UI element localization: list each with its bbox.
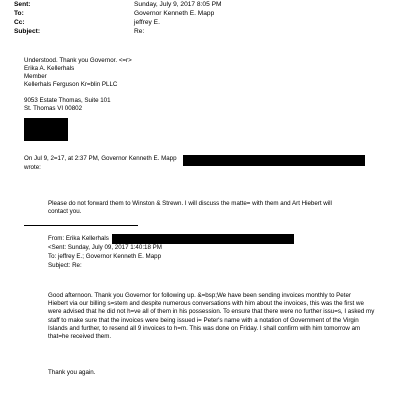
signature-address-2: St. Thomas VI 00802: [24, 105, 83, 112]
redaction-block: [24, 118, 68, 141]
header-to-label: To:: [14, 10, 24, 17]
body-line: Hiebert via our billing s=stem and despite numerous conversations with him about the invoices, this was the first we: [48, 300, 364, 308]
reply-line: Understood. Thank you Governor. <=r>: [24, 57, 132, 64]
header-cc-value: jeffrey E.: [134, 19, 160, 26]
header-subject-value: Re:: [134, 28, 145, 35]
signature-address-1: 9053 Estate Thomas, Suite 101: [24, 97, 111, 104]
closing-line: Thank you again.: [48, 369, 96, 376]
header-subject-row: [14, 28, 394, 37]
header-cc-row: [14, 19, 394, 28]
forwarded-sent: <Sent: Sunday, July 09, 2017 1:40:18 PM: [48, 244, 162, 251]
forwarded-subject: Subject: Re:: [48, 262, 82, 269]
redaction-bar: [183, 155, 365, 166]
quote-intro: On Jul 9, 2=17, at 2:37 PM, Governor Kenneth E. Mapp: [24, 155, 177, 162]
body-line: staff to make sure that the invoices were being issued i= Peter's name with a notation of Government of the Virgin: [48, 316, 359, 324]
header-subject-label: Subject:: [14, 28, 41, 35]
header-to-row: [14, 10, 394, 19]
governor-message-line-2: contact you.: [48, 208, 82, 215]
redaction-bar: [112, 234, 294, 244]
header-cc-label: Cc:: [14, 19, 25, 26]
separator-rule: [24, 225, 138, 226]
forwarded-to: To: jeffrey E.; Governor Kenneth E. Mapp: [48, 253, 162, 260]
header-sent-row: [14, 1, 394, 10]
signature-name: Erika A. Kellerhals: [24, 65, 75, 72]
governor-message-line-1: Please do not forward them to Winston & Strewn. I will discuss the matte= with them and Art Hiebert will: [48, 200, 332, 207]
body-line: Good afternoon. Thank you Governor for following up. &=bsp;We have been sending invoices monthly to Peter: [48, 292, 351, 299]
body-line: were advised that he did not h=ve all of them in his possession. To ensure that there were no further issu=s, I asked my: [48, 308, 375, 316]
header-sent-label: Sent:: [14, 1, 31, 8]
header-sent-value: Sunday, July 9, 2017 8:05 PM: [134, 1, 222, 8]
body-line: Islands and further, to resend all 9 invoices to h=m. This was done on Friday. I shall confirm with him tomorrow am: [48, 324, 361, 332]
body-line: that=he received them.: [48, 332, 112, 340]
body-paragraph: [48, 292, 398, 341]
signature-firm: Kellerhals Ferguson Kr=blin PLLC: [24, 81, 118, 88]
forwarded-from: From: Erika Kellerhals: [48, 235, 109, 242]
signature-title: Member: [24, 73, 47, 80]
quote-intro-suffix: wrote:: [24, 164, 41, 171]
header-to-value: Governor Kenneth E. Mapp: [134, 10, 215, 17]
